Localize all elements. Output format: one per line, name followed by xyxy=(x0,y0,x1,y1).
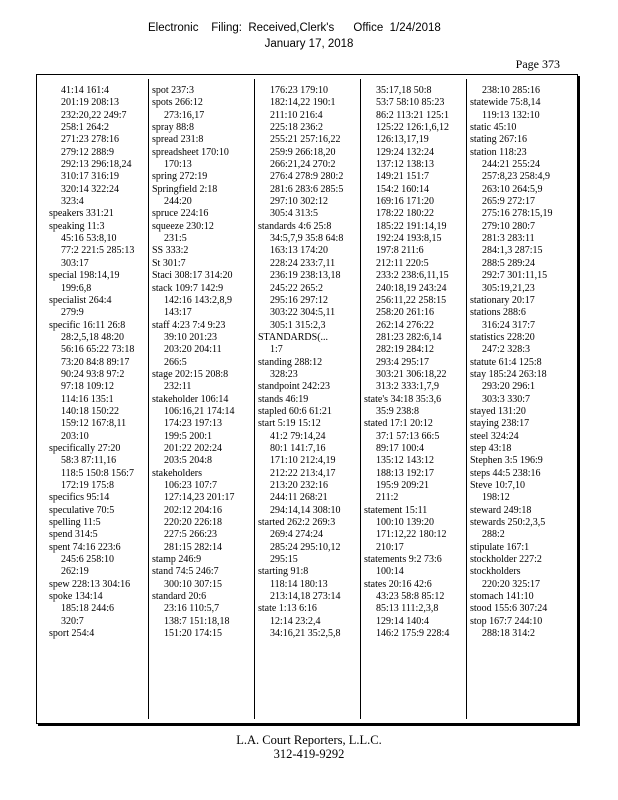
index-entry-continuation: 313:2 333:1,7,9 xyxy=(376,381,440,393)
index-entry: stakeholders xyxy=(152,467,202,479)
index-entry-continuation: 273:16,17 xyxy=(164,109,205,121)
index-entry-continuation: 118:14 180:13 xyxy=(270,578,328,590)
index-entry: Stephen 3:5 196:9 xyxy=(470,455,543,467)
index-entry: standard 20:6 xyxy=(152,591,207,603)
index-entry-continuation: 320:7 xyxy=(61,615,84,627)
index-entry-continuation: 41:14 161:4 xyxy=(61,85,110,96)
index-entry-continuation: 238:10 285:16 xyxy=(482,85,541,96)
index-entry-continuation: 303:17 xyxy=(61,257,89,269)
index-entry-continuation: 53:7 58:10 85:23 xyxy=(376,97,445,109)
index-entry-continuation: 201:22 202:24 xyxy=(164,442,223,454)
index-entry: stated 17:1 20:12 xyxy=(364,418,433,430)
index-entry: stomach 141:10 xyxy=(470,591,534,603)
index-entry: specialist 264:4 xyxy=(49,294,112,306)
index-entry-continuation: 263:10 264:5,9 xyxy=(482,183,543,195)
index-entry-continuation: 85:13 111:2,3,8 xyxy=(376,603,439,615)
index-entry-continuation: 118:5 150:8 156:7 xyxy=(61,467,134,479)
index-entry-continuation: 281:23 282:6,14 xyxy=(376,331,442,343)
index-entry-continuation: 201:19 208:13 xyxy=(61,97,120,109)
index-entry-continuation: 129:24 132:24 xyxy=(376,146,435,158)
index-entry-continuation: 259:9 266:18,20 xyxy=(270,146,336,158)
index-entry: statistics 228:20 xyxy=(470,331,535,343)
index-entry: Staci 308:17 314:20 xyxy=(152,270,233,282)
index-entry: St 301:7 xyxy=(152,257,186,269)
index-entry-continuation: 129:14 140:4 xyxy=(376,615,430,627)
index-entry-continuation: 303:22 304:5,11 xyxy=(270,307,336,319)
index-entry: start 5:19 15:12 xyxy=(258,418,321,430)
index-entry-continuation: 23:16 110:5,7 xyxy=(164,603,220,615)
index-entry-continuation: 12:14 23:2,4 xyxy=(270,615,321,627)
index-entry-continuation: 258:1 264:2 xyxy=(61,122,110,134)
index-entry: statements 9:2 73:6 xyxy=(364,554,442,566)
index-entry-continuation: 77:2 221:5 285:13 xyxy=(61,245,135,257)
index-entry-continuation: 297:10 302:12 xyxy=(270,196,329,208)
index-entry: specifics 95:14 xyxy=(49,492,110,504)
index-entry-continuation: 292:7 301:11,15 xyxy=(482,270,548,282)
index-entry-continuation: 159:12 167:8,11 xyxy=(61,418,127,430)
index-entry: spoke 134:14 xyxy=(49,591,103,603)
index-entry-continuation: 232:11 xyxy=(164,381,192,393)
index-entry-continuation: 225:18 236:2 xyxy=(270,122,324,134)
index-entry-continuation: 247:2 328:3 xyxy=(482,344,531,356)
word-index-box xyxy=(36,74,578,724)
index-entry: stations 288:6 xyxy=(470,307,526,319)
index-entry-continuation: 265:9 272:17 xyxy=(482,196,536,208)
index-entry-continuation: 279:12 288:9 xyxy=(61,146,115,158)
index-entry-continuation: 41:2 79:14,24 xyxy=(270,430,326,442)
index-entry: started 262:2 269:3 xyxy=(258,517,336,529)
index-column-1 xyxy=(49,85,153,717)
index-entry-continuation: 182:14,22 190:1 xyxy=(270,97,336,109)
index-entry-continuation: 303:21 306:18,22 xyxy=(376,368,447,380)
index-entry-continuation: 199:5 200:1 xyxy=(164,430,213,442)
index-entry-continuation: 293:20 296:1 xyxy=(482,381,536,393)
index-entry-continuation: 203:5 204:8 xyxy=(164,455,213,467)
index-entry: stipulate 167:1 xyxy=(470,541,530,553)
index-entry-continuation: 220:20 325:17 xyxy=(482,578,541,590)
index-entry-continuation: 279:10 280:7 xyxy=(482,220,536,232)
index-entry-continuation: 169:16 171:20 xyxy=(376,196,435,208)
index-entry-continuation: 192:24 193:8,15 xyxy=(376,233,442,245)
index-entry: specifically 27:20 xyxy=(49,442,121,454)
index-entry-continuation: 310:17 316:19 xyxy=(61,171,120,183)
index-entry: state's 34:18 35:3,6 xyxy=(364,393,442,405)
index-entry-continuation: 276:4 278:9 280:2 xyxy=(270,171,344,183)
index-column-2 xyxy=(152,85,256,717)
index-entry-continuation: 213:14,18 273:14 xyxy=(270,591,341,603)
index-entry-continuation: 284:1,3 287:15 xyxy=(482,245,543,257)
index-entry-continuation: 285:24 295:10,12 xyxy=(270,541,341,553)
index-entry: states 20:16 42:6 xyxy=(364,578,432,590)
index-entry-continuation: 210:17 xyxy=(376,541,404,553)
index-entry: stewards 250:2,3,5 xyxy=(470,517,546,529)
index-entry: spread 231:8 xyxy=(152,134,204,146)
index-entry: SS 333:2 xyxy=(152,245,189,257)
index-entry-continuation: 126:13,17,19 xyxy=(376,134,429,146)
index-entry-continuation: 170:13 xyxy=(164,159,192,171)
index-entry: stood 155:6 307:24 xyxy=(470,603,548,615)
index-entry: spots 266:12 xyxy=(152,97,203,109)
index-entry: spreadsheet 170:10 xyxy=(152,146,229,158)
index-entry-continuation: 240:18,19 243:24 xyxy=(376,282,447,294)
index-entry: statement 15:11 xyxy=(364,504,428,516)
filing-header: Electronic Filing: Received,Clerk's Office 1/24/2018 xyxy=(148,22,441,34)
index-entry: spot 237:3 xyxy=(152,85,194,96)
index-entry-continuation: 282:19 284:12 xyxy=(376,344,435,356)
index-entry-continuation: 269:4 274:24 xyxy=(270,529,324,541)
index-entry-continuation: 154:2 160:14 xyxy=(376,183,430,195)
index-entry-continuation: 328:23 xyxy=(270,368,298,380)
index-entry-continuation: 140:18 150:22 xyxy=(61,405,120,417)
index-entry: stop 167:7 244:10 xyxy=(470,615,543,627)
index-entry: spelling 11:5 xyxy=(49,517,101,529)
index-entry: stationary 20:17 xyxy=(470,294,535,306)
index-entry: stapled 60:6 61:21 xyxy=(258,405,332,417)
index-entry: staying 238:17 xyxy=(470,418,530,430)
index-entry-continuation: 316:24 317:7 xyxy=(482,319,536,331)
index-entry-continuation: 292:13 296:18,24 xyxy=(61,159,132,171)
index-entry: STANDARDS(... xyxy=(258,331,329,343)
index-entry-continuation: 35:17,18 50:8 xyxy=(376,85,432,96)
index-entry-continuation: 281:15 282:14 xyxy=(164,541,223,553)
index-entry-continuation: 34:16,21 35:2,5,8 xyxy=(270,628,341,640)
index-entry-continuation: 231:5 xyxy=(164,233,187,245)
index-entry-continuation: 262:14 276:22 xyxy=(376,319,435,331)
index-entry-continuation: 171:12,22 180:12 xyxy=(376,529,447,541)
index-entry: spring 272:19 xyxy=(152,171,208,183)
index-entry-continuation: 262:19 xyxy=(61,566,89,578)
index-entry-continuation: 294:14,14 308:10 xyxy=(270,504,341,516)
index-entry-continuation: 244:20 xyxy=(164,196,192,208)
index-entry: speculative 70:5 xyxy=(49,504,115,516)
index-entry-continuation: 114:16 135:1 xyxy=(61,393,114,405)
index-entry-continuation: 212:22 213:4,17 xyxy=(270,467,336,479)
index-entry-continuation: 172:19 175:8 xyxy=(61,480,115,491)
index-entry: stamp 246:9 xyxy=(152,554,202,566)
filing-date: January 17, 2018 xyxy=(264,38,354,50)
index-entry-continuation: 56:16 65:22 73:18 xyxy=(61,344,135,356)
index-entry-continuation: 106:16,21 174:14 xyxy=(164,405,235,417)
index-entry: stating 267:16 xyxy=(470,134,527,146)
index-entry-continuation: 220:20 226:18 xyxy=(164,517,223,529)
index-entry-continuation: 232:20,22 249:7 xyxy=(61,109,127,121)
index-entry: stand 74:5 246:7 xyxy=(152,566,219,578)
index-entry: special 198:14,19 xyxy=(49,270,120,282)
index-entry-continuation: 188:13 192:17 xyxy=(376,467,435,479)
index-entry-continuation: 185:18 244:6 xyxy=(61,603,115,615)
index-entry-continuation: 256:11,22 258:15 xyxy=(376,294,447,306)
index-entry-continuation: 300:10 307:15 xyxy=(164,578,223,590)
index-entry-continuation: 212:11 220:5 xyxy=(376,257,429,269)
index-entry-continuation: 281:3 283:11 xyxy=(482,233,535,245)
index-entry-continuation: 149:21 151:7 xyxy=(376,171,430,183)
index-entry: squeeze 230:12 xyxy=(152,220,214,232)
index-entry: specific 16:11 26:8 xyxy=(49,319,126,331)
footer-reporter: L.A. Court Reporters, L.L.C. xyxy=(236,733,382,747)
index-entry-continuation: 151:20 174:15 xyxy=(164,628,223,640)
column-divider xyxy=(254,79,255,719)
index-column-4 xyxy=(364,85,468,717)
index-entry-continuation: 202:12 204:16 xyxy=(164,504,223,516)
index-entry-continuation: 255:21 257:16,22 xyxy=(270,134,341,146)
index-entry: starting 91:8 xyxy=(258,566,309,578)
index-entry-continuation: 257:8,23 258:4,9 xyxy=(482,171,551,183)
index-entry: standards 4:6 25:8 xyxy=(258,220,332,232)
index-entry-continuation: 245:22 265:2 xyxy=(270,282,324,294)
index-entry: statewide 75:8,14 xyxy=(470,97,541,109)
index-entry-continuation: 227:5 266:23 xyxy=(164,529,218,541)
index-entry-continuation: 100:14 xyxy=(376,566,404,578)
index-entry-continuation: 305:19,21,23 xyxy=(482,282,535,294)
index-entry-continuation: 137:12 138:13 xyxy=(376,159,435,171)
index-entry: steps 44:5 238:16 xyxy=(470,467,541,479)
index-entry: steel 324:24 xyxy=(470,430,519,442)
index-entry-continuation: 236:19 238:13,18 xyxy=(270,270,341,282)
index-entry-continuation: 258:20 261:16 xyxy=(376,307,435,319)
index-entry: stockholder 227:2 xyxy=(470,554,542,566)
index-entry-continuation: 288:2 xyxy=(482,529,505,541)
index-entry-continuation: 271:23 278:16 xyxy=(61,134,120,146)
index-entry-continuation: 97:18 109:12 xyxy=(61,381,115,393)
index-entry-continuation: 195:9 209:21 xyxy=(376,480,430,491)
index-entry-continuation: 34:5,7,9 35:8 64:8 xyxy=(270,233,344,245)
index-entry-continuation: 305:1 315:2,3 xyxy=(270,319,326,331)
index-entry-continuation: 266:21,24 270:2 xyxy=(270,159,336,171)
index-entry-continuation: 28:2,5,18 48:20 xyxy=(61,331,125,343)
index-column-5 xyxy=(470,85,574,717)
index-entry-continuation: 323:4 xyxy=(61,196,84,208)
index-entry-continuation: 279:9 xyxy=(61,307,84,319)
index-entry: sport 254:4 xyxy=(49,628,95,640)
index-entry: state 1:13 6:16 xyxy=(258,603,317,615)
index-entry-continuation: 106:23 107:7 xyxy=(164,480,218,491)
page-number: Page 373 xyxy=(515,57,560,71)
index-entry-continuation: 146:2 175:9 228:4 xyxy=(376,628,450,640)
index-entry: stakeholder 106:14 xyxy=(152,393,229,405)
index-entry: spew 228:13 304:16 xyxy=(49,578,131,590)
index-entry-continuation: 288:18 314:2 xyxy=(482,628,536,640)
index-entry-continuation: 305:4 313:5 xyxy=(270,208,319,220)
index-entry-continuation: 127:14,23 201:17 xyxy=(164,492,235,504)
index-entry: Springfield 2:18 xyxy=(152,183,218,195)
index-entry-continuation: 281:6 283:6 285:5 xyxy=(270,183,344,195)
index-entry: spruce 224:16 xyxy=(152,208,209,220)
index-entry-continuation: 125:22 126:1,6,12 xyxy=(376,122,450,134)
index-entry: stack 109:7 142:9 xyxy=(152,282,224,294)
index-entry-continuation: 163:13 174:20 xyxy=(270,245,329,257)
index-entry-continuation: 203:20 204:11 xyxy=(164,344,222,356)
index-entry-continuation: 86:2 113:21 125:1 xyxy=(376,109,449,121)
index-entry: speaking 11:3 xyxy=(49,220,105,232)
index-entry-continuation: 1:7 xyxy=(270,344,283,356)
index-entry-continuation: 197:8 211:6 xyxy=(376,245,424,257)
index-entry-continuation: 80:1 141:7,16 xyxy=(270,442,326,454)
index-entry: speakers 331:21 xyxy=(49,208,114,220)
index-entry-continuation: 303:3 330:7 xyxy=(482,393,531,405)
index-entry-continuation: 244:11 268:21 xyxy=(270,492,328,504)
column-divider xyxy=(466,79,467,719)
index-entry-continuation: 119:13 132:10 xyxy=(482,109,540,121)
column-divider xyxy=(148,79,149,719)
index-entry-continuation: 142:16 143:2,8,9 xyxy=(164,294,233,306)
index-entry-continuation: 171:10 212:4,19 xyxy=(270,455,336,467)
index-entry-continuation: 73:20 84:8 89:17 xyxy=(61,356,130,368)
index-entry-continuation: 39:10 201:23 xyxy=(164,331,218,343)
index-entry-continuation: 295:16 297:12 xyxy=(270,294,329,306)
index-entry: stage 202:15 208:8 xyxy=(152,368,229,380)
index-entry-continuation: 266:5 xyxy=(164,356,187,368)
index-entry: step 43:18 xyxy=(470,442,512,454)
index-entry-continuation: 211:2 xyxy=(376,492,399,504)
index-entry: station 118:23 xyxy=(470,146,527,158)
index-entry-continuation: 138:7 151:18,18 xyxy=(164,615,230,627)
index-entry-continuation: 37:1 57:13 66:5 xyxy=(376,430,440,442)
index-entry-continuation: 203:10 xyxy=(61,430,89,442)
index-entry: stay 185:24 263:18 xyxy=(470,368,547,380)
index-entry: stayed 131:20 xyxy=(470,405,526,417)
index-entry-continuation: 228:24 233:7,11 xyxy=(270,257,336,269)
column-divider xyxy=(360,79,361,719)
index-entry: standing 288:12 xyxy=(258,356,323,368)
index-entry-continuation: 176:23 179:10 xyxy=(270,85,329,96)
index-entry: staff 4:23 7:4 9:23 xyxy=(152,319,226,331)
index-entry: stockholders xyxy=(470,566,521,578)
index-entry-continuation: 211:10 216:4 xyxy=(270,109,323,121)
index-entry-continuation: 185:22 191:14,19 xyxy=(376,220,447,232)
index-entry-continuation: 213:20 232:16 xyxy=(270,480,329,491)
index-entry-continuation: 178:22 180:22 xyxy=(376,208,435,220)
index-entry-continuation: 275:16 278:15,19 xyxy=(482,208,553,220)
index-entry: statute 61:4 125:8 xyxy=(470,356,542,368)
index-entry: standpoint 242:23 xyxy=(258,381,330,393)
index-entry-continuation: 245:6 258:10 xyxy=(61,554,115,566)
index-entry-continuation: 45:16 53:8,10 xyxy=(61,233,117,245)
index-entry-continuation: 288:5 289:24 xyxy=(482,257,536,269)
index-entry-continuation: 198:12 xyxy=(482,492,510,504)
index-entry: spray 88:8 xyxy=(152,122,194,134)
index-entry-continuation: 89:17 100:4 xyxy=(376,442,425,454)
index-entry-continuation: 58:3 87:11,16 xyxy=(61,455,117,467)
index-entry: static 45:10 xyxy=(470,122,517,134)
footer-phone: 312-419-9292 xyxy=(273,747,345,761)
index-entry-continuation: 143:17 xyxy=(164,307,192,319)
index-entry: steward 249:18 xyxy=(470,504,532,516)
index-entry-continuation: 35:9 238:8 xyxy=(376,405,420,417)
index-entry: spend 314:5 xyxy=(49,529,98,541)
index-column-3 xyxy=(258,85,362,717)
index-entry-continuation: 295:15 xyxy=(270,554,298,566)
index-entry-continuation: 135:12 143:12 xyxy=(376,455,435,467)
index-entry-continuation: 43:23 58:8 85:12 xyxy=(376,591,445,603)
index-entry-continuation: 244:21 255:24 xyxy=(482,159,541,171)
index-entry-continuation: 233:2 238:6,11,15 xyxy=(376,270,449,282)
index-entry-continuation: 320:14 322:24 xyxy=(61,183,120,195)
index-entry-continuation: 90:24 93:8 97:2 xyxy=(61,368,125,380)
index-entry-continuation: 174:23 197:13 xyxy=(164,418,223,430)
index-entry: spent 74:16 223:6 xyxy=(49,541,121,553)
index-entry-continuation: 100:10 139:20 xyxy=(376,517,435,529)
index-entry: Steve 10:7,10 xyxy=(470,480,525,491)
index-entry-continuation: 199:6,8 xyxy=(61,282,92,294)
index-entry-continuation: 293:4 295:17 xyxy=(376,356,430,368)
index-entry: stands 46:19 xyxy=(258,393,309,405)
